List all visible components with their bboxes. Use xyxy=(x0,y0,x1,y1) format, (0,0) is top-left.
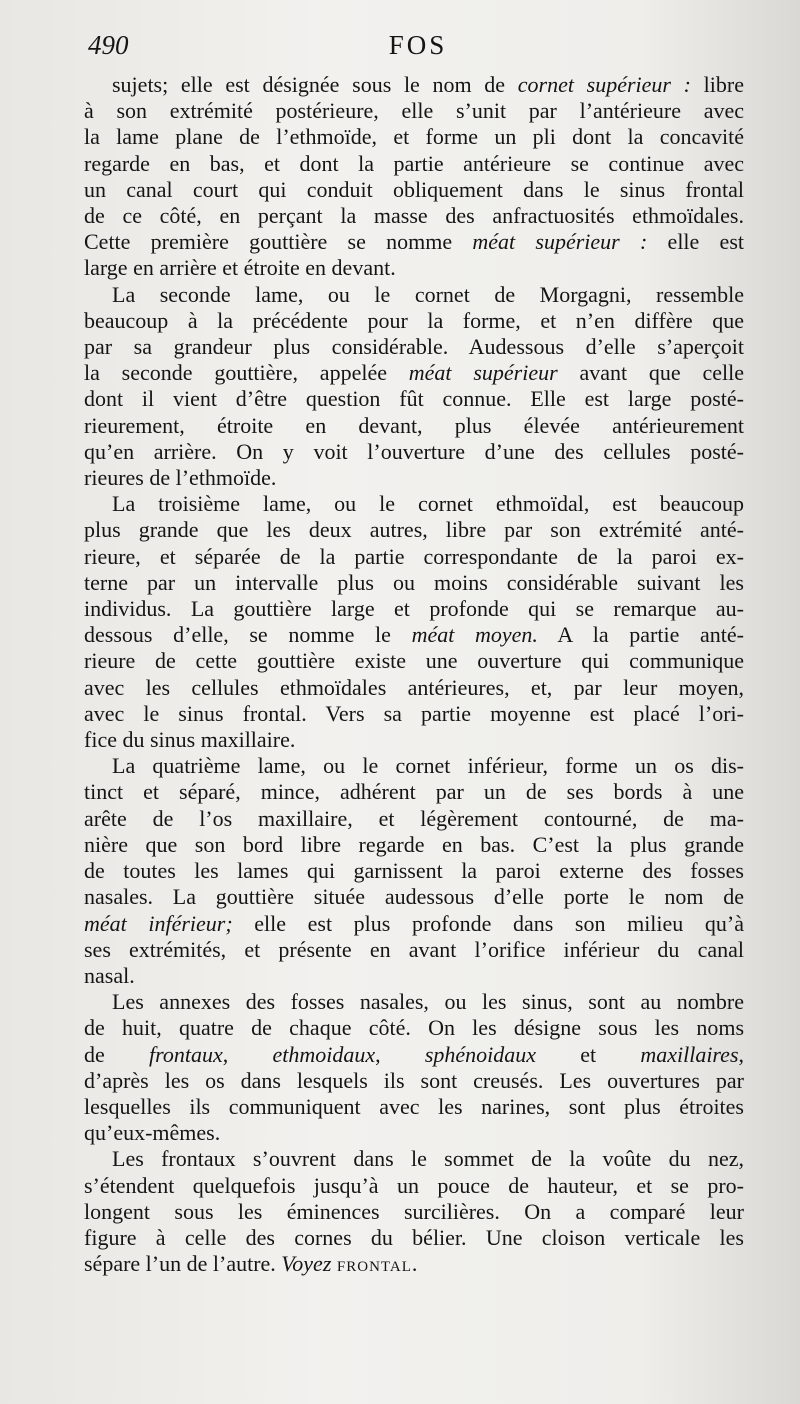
text-segment: individus. La gouttière large et profonde qui se remarque au- xyxy=(84,596,744,622)
text-line xyxy=(84,1225,744,1251)
text-segment: ses extrémités, et présente en avant l’orifice inférieur du canal xyxy=(84,936,744,962)
text-segment: Voyez xyxy=(281,1251,332,1277)
text-segment: la seconde gouttière, appelée xyxy=(84,360,409,386)
text-segment: sujets; elle est désignée sous le nom de xyxy=(112,72,518,97)
text-segment: La quatrième lame, ou le cornet inférieur, forme un os dis- xyxy=(112,753,744,779)
text-line xyxy=(84,151,744,177)
text-line xyxy=(84,832,744,858)
text-segment: fice du sinus maxillaire. xyxy=(84,727,296,753)
paragraph xyxy=(84,72,744,282)
text-line xyxy=(84,255,744,281)
text-line xyxy=(84,1146,744,1172)
text-line xyxy=(84,98,744,124)
text-segment: de toutes les lames qui garnissent la paroi externe des fosses xyxy=(84,858,744,884)
text-line xyxy=(84,203,744,229)
text-segment: avant que celle xyxy=(557,360,744,386)
text-segment: méat supérieur xyxy=(408,360,558,386)
text-line xyxy=(84,360,744,386)
text-line xyxy=(84,465,744,491)
text-line xyxy=(84,989,744,1015)
text-segment: regarde en bas, et dont la partie antérieure se continue avec xyxy=(84,150,744,176)
paragraph xyxy=(84,753,744,989)
text-segment: Cette première gouttière se nomme xyxy=(84,229,473,255)
text-segment: plus grande que les deux autres, libre par son extrémité anté- xyxy=(84,517,744,543)
text-segment: un canal court qui conduit obliquement dans le sinus frontal xyxy=(84,176,744,202)
text-segment: dont il vient d’être question fût connue. Elle est large posté- xyxy=(84,386,744,412)
text-line xyxy=(84,701,744,727)
text-segment: la lame plane de l’ethmoïde, et forme un pli dont la concavité xyxy=(84,124,744,150)
text-line xyxy=(84,72,744,98)
text-line xyxy=(84,937,744,963)
text-segment: à son extrémité postérieure, elle s’unit par l’antérieure avec xyxy=(84,98,744,124)
text-line xyxy=(84,124,744,150)
text-segment: arête de l’os maxillaire, et légèrement contourné, de ma- xyxy=(84,805,744,831)
text-line xyxy=(84,570,744,596)
text-segment: , xyxy=(222,1041,273,1067)
text-segment: cornet supérieur : xyxy=(517,72,691,97)
text-line xyxy=(84,1015,744,1041)
text-segment: elle est plus profonde dans son milieu qu’à xyxy=(232,910,744,936)
text-line xyxy=(84,675,744,701)
text-segment: rieure, et séparée de la partie correspondante de la paroi ex- xyxy=(84,543,744,569)
text-line xyxy=(84,884,744,910)
text-segment: La seconde lame, ou le cornet de Morgagni, ressemble xyxy=(112,281,744,307)
text-segment: maxillaires xyxy=(640,1041,739,1067)
text-line xyxy=(84,911,744,937)
text-segment: de xyxy=(84,1041,149,1067)
text-segment: elle est xyxy=(647,229,744,255)
paragraph xyxy=(84,989,744,1146)
text-line xyxy=(84,779,744,805)
text-segment: figure à celle des cornes du bélier. Une cloison verticale les xyxy=(84,1224,744,1250)
text-segment: rieure de cette gouttière existe une ouverture qui communique xyxy=(84,648,744,674)
text-segment: dessous d’elle, se nomme le xyxy=(84,622,412,648)
text-line xyxy=(84,1199,744,1225)
text-segment: nasal. xyxy=(84,962,135,988)
text-line xyxy=(84,1068,744,1094)
text-line xyxy=(84,282,744,308)
text-segment: méat moyen. xyxy=(411,622,538,648)
text-segment: par sa grandeur plus considérable. Audessous d’elle s’aperçoit xyxy=(84,334,744,360)
text-line xyxy=(84,229,744,255)
text-line xyxy=(84,413,744,439)
text-line xyxy=(84,1120,744,1146)
text-segment: d’après les os dans lesquels ils sont creusés. Les ouvertures par xyxy=(84,1067,744,1093)
text-line xyxy=(84,753,744,779)
text-segment: frontaux xyxy=(148,1041,223,1067)
text-segment: de huit, quatre de chaque côté. On les désigne sous les noms xyxy=(84,1015,744,1041)
text-segment: avec le sinus frontal. Vers sa partie moyenne est placé l’ori- xyxy=(84,700,744,726)
text-segment: Les frontaux s’ouvrent dans le sommet de la voûte du nez, xyxy=(112,1146,744,1172)
text-segment: La troisième lame, ou le cornet ethmoïdal, est beaucoup xyxy=(112,491,744,517)
text-segment: et xyxy=(536,1041,641,1067)
text-line xyxy=(84,648,744,674)
text-segment: sphénoidaux xyxy=(424,1041,537,1067)
text-segment: Les annexes des fosses nasales, ou les sinus, sont au nombre xyxy=(112,989,744,1015)
text-segment: tinct et séparé, mince, adhérent par un de ses bords à une xyxy=(84,779,744,805)
text-segment: longent sous les éminences surcilières. On a comparé leur xyxy=(84,1198,744,1224)
text-segment: libre xyxy=(691,72,744,97)
text-line xyxy=(84,308,744,334)
text-line xyxy=(84,806,744,832)
running-head: FOS xyxy=(388,30,448,60)
paragraph xyxy=(84,1146,744,1277)
text-segment: large en arrière et étroite en devant. xyxy=(84,255,396,281)
text-segment: sépare l’un de l’autre. xyxy=(84,1251,282,1277)
text-segment: s’étendent quelquefois jusqu’à un pouce de hauteur, et se pro- xyxy=(84,1172,744,1198)
text-segment: A la partie anté- xyxy=(537,622,744,648)
text-line xyxy=(84,622,744,648)
text-segment: , xyxy=(738,1041,744,1067)
text-segment: ethmoidaux xyxy=(272,1041,376,1067)
text-segment: de ce côté, en perçant la masse des anfractuosités ethmoïdales. xyxy=(84,203,744,229)
text-line xyxy=(84,1173,744,1199)
body-text xyxy=(84,72,744,1277)
text-line xyxy=(84,544,744,570)
text-segment: nière que son bord libre regarde en bas. C’est la plus grande xyxy=(84,831,744,857)
paragraph xyxy=(84,491,744,753)
text-segment: frontal. xyxy=(336,1251,419,1277)
text-line xyxy=(84,1251,744,1277)
text-line xyxy=(84,334,744,360)
text-segment: nasales. La gouttière située audessous d’elle porte le nom de xyxy=(84,884,744,910)
text-line xyxy=(84,858,744,884)
text-segment: beaucoup à la précédente pour la forme, et n’en diffère que xyxy=(84,307,744,333)
text-line xyxy=(84,439,744,465)
page-number: 490 xyxy=(88,30,129,60)
text-line xyxy=(84,386,744,412)
text-segment: lesquelles ils communiquent avec les narines, sont plus étroites xyxy=(84,1093,744,1119)
page-header xyxy=(88,32,748,68)
text-segment: méat inférieur; xyxy=(84,910,233,936)
text-segment: rieurement, étroite en devant, plus élevée antérieurement xyxy=(84,412,744,438)
text-line xyxy=(84,177,744,203)
text-line xyxy=(84,596,744,622)
text-segment: rieures de l’ethmoïde. xyxy=(84,465,277,491)
text-line xyxy=(84,491,744,517)
text-line xyxy=(84,517,744,543)
text-segment: qu’en arrière. On y voit l’ouverture d’une des cellules posté- xyxy=(84,438,744,464)
text-segment: terne par un intervalle plus ou moins considérable suivant les xyxy=(84,569,744,595)
text-segment: qu’eux-mêmes. xyxy=(84,1120,221,1146)
paragraph xyxy=(84,282,744,492)
text-line xyxy=(84,1042,744,1068)
text-line xyxy=(84,963,744,989)
text-segment: , xyxy=(375,1041,425,1067)
text-line xyxy=(84,1094,744,1120)
text-segment: avec les cellules ethmoïdales antérieures, et, par leur moyen, xyxy=(84,674,744,700)
text-line xyxy=(84,727,744,753)
text-segment: méat supérieur : xyxy=(472,229,648,255)
